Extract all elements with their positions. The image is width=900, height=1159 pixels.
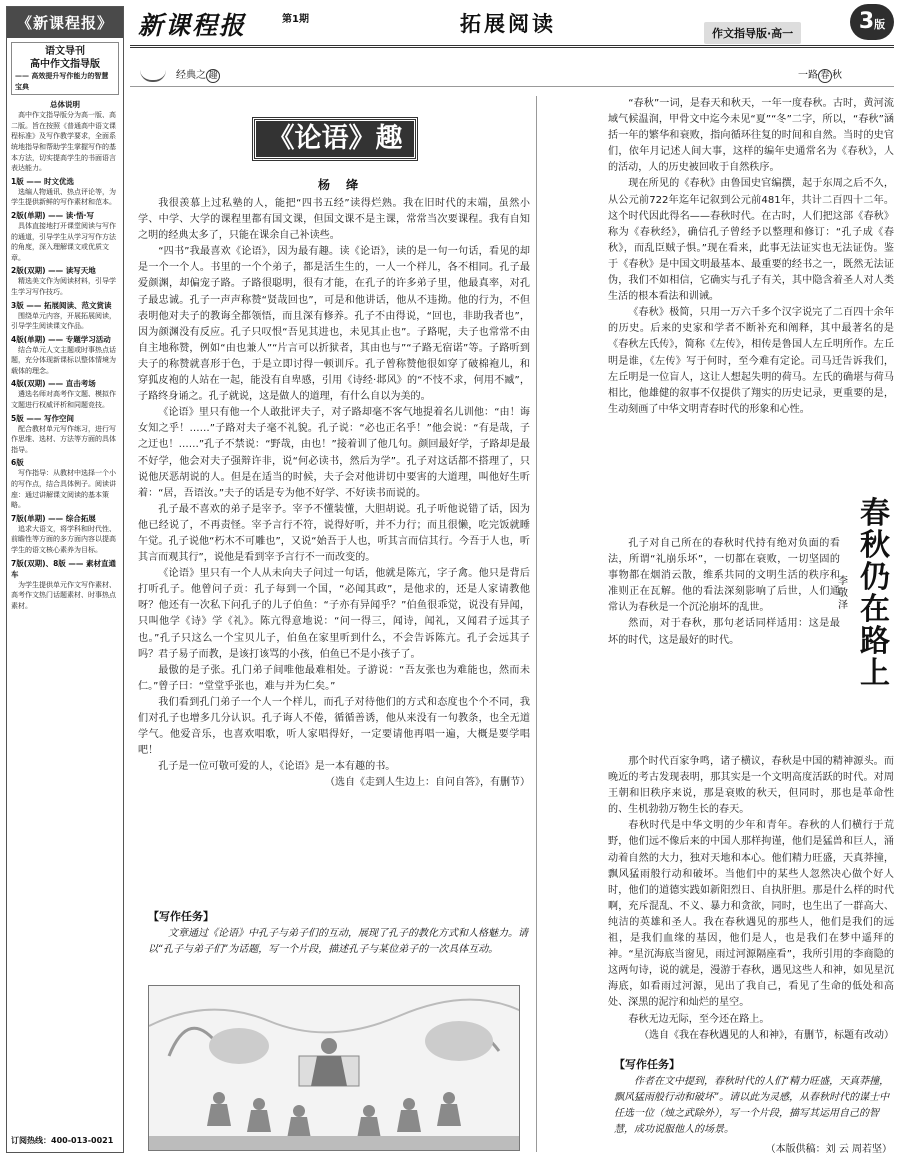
column-tag-right-text: 一路 <box>798 70 818 81</box>
writing-task-text: 文章通过《论语》中孔子与弟子们的互动，展现了孔子的教化方式和人格魅力。请以“孔子与弟子们”为话题，写一个片段，描述孔子与某位弟子的一次具体互动。 <box>148 928 528 955</box>
header-divider <box>130 86 894 87</box>
article-paragraph: 那个时代百家争鸣，诸子横议，春秋是中国的精神源头。而晚近的考古发现表明，那其实是一个文明高度活跃的时代。对周王朝和旧秩序来说，那是衰败的秋天，但同时，那也是革命性的、生机勃勃万物生长的春天。 <box>608 756 894 816</box>
sidebar-section-heading: 5版 —— 写作空间 <box>11 413 74 423</box>
writing-task <box>614 1056 894 1138</box>
section-title: 拓展阅读 <box>460 11 556 36</box>
article-source: （选自《我在春秋遇见的人和神》，有删节，标题有改动） <box>639 1029 894 1041</box>
sidebar-overview: 高中作文指导版分为高一版、高二版。旨在按照《普通高中语文课程标准》及写作教学要求，全面系统地指导和帮助学生掌握写作的基本方法，切实提高学生的书面语言表达能力。 <box>11 111 116 173</box>
column-divider <box>536 96 537 1152</box>
page-header <box>130 4 894 48</box>
page-suffix: 版 <box>874 18 886 31</box>
article-paragraph: 我很羡慕上过私塾的人，能把“四书五经”读得烂熟。我在旧时代的末端，虽然小学、中学、大学的课程里都有国文课，但国文课不是主课，常常当次要课程。我有自知之明的经典太多了，只能在课余自己补读些。 <box>138 198 530 242</box>
article-paragraph: 然而，对于春秋，那句老话同样适用：这是最坏的时代，这是最好的时代。 <box>608 618 840 646</box>
sidebar-section-heading: 7版(单期) —— 综合拓展 <box>11 513 96 523</box>
article-paragraph: 《春秋》极简，只用一万六千多个汉字说完了二百四十余年的历史。后来的史家和学者不断补充和阐释，其中最著名的是《春秋左氏传》，简称《左传》，相传是鲁国人左丘明所作。左丘明是谁，《左传》写于何时，至今难有定论。司马迁告诉我们，左丘明是一位盲人，这让人想起失明的荷马。左氏的确堪与荷马相比，他雄健的叙事不仅提供了翔实的历史记录，更重要的是，生动刻画了中华文明青春时代的形象和心性。 <box>608 307 894 415</box>
article-paragraph: 春秋无边无际，至今还在路上。 <box>628 1013 770 1025</box>
sidebar-section-heading: 2版(双期) —— 读写天地 <box>11 266 96 276</box>
page-number: 3 <box>858 9 875 34</box>
article-paragraph: 孔子对自己所在的春秋时代持有绝对负面的看法，所谓“礼崩乐坏”，一切都在衰败，一切坚固的事物都在烟消云散，维系共同的文明生活的秩序和准则正在瓦解。他的看法深刻影响了后世，人们通常认为春秋是一个沉沦崩坏的乱世。 <box>608 538 840 614</box>
article-title: 春秋仍在路上 <box>860 496 890 691</box>
article-paragraph: “四书”我最喜欢《论语》，因为最有趣。读《论语》，读的是一句一句话，看见的却是一个一个人。书里的一个个弟子，都是活生生的，一人一个样儿，各不相同。孔子最爱颜渊，却偏宠子路。子路很聪明，很有才能，在孔子的许多弟子里，他最真率，对孔子最忠诚。孔子一声声称赞“贤哉回也”，可是和他讲话，他从不违拗。他的行为，不但表明他对夫子的教诲全都领悟，而且深有修养。孔子不由得说，“回也，非助我者也”，因为颜渊没有反应。孔子只叹恨“吾见其进也，未见其止也”。子路呢，夫子也常常不由自主地称赞，例如“由也兼人”“片言可以折狱者，其由也与”“子路无宿诺”等。子路听到夫子的称赞就喜形于色，于是立即讨得一顿训斥。孔子曾称赞他很如穿了破棉袍儿，和穿狐皮袍的人站在一起，能没有自卑感，引用《诗经·邶风》的“不忮不求，何用不臧”，子路终身诵之。孔子就说，这是做人的道理，有什么自以为美的。 <box>138 246 530 403</box>
article-body <box>608 536 840 649</box>
sidebar-section-text: 精选美文作为阅读材料，引导学生学习写作技巧。 <box>11 277 116 296</box>
sidebar-intro <box>11 42 119 95</box>
sidebar-section-heading: 3版 —— 拓展阅读、范文赏读 <box>11 300 112 310</box>
sidebar-section-heading: 1版 —— 时文优选 <box>11 176 74 186</box>
sidebar-subheading: 高中作文指导版 <box>30 59 100 70</box>
article-body <box>608 96 894 418</box>
page-credit: （本版供稿：刘 云 周若坚） <box>765 1144 892 1155</box>
sidebar-section-heading: 2版(单期) —— 读·悟·写 <box>11 210 94 220</box>
column-tag-right-tail: 秋 <box>832 70 842 81</box>
sidebar-section-text: 结合单元人文主题或时事热点话题，充分体现新课标以整体情境为载体的理念。 <box>11 345 116 375</box>
sidebar-section-heading: 4版(双期) —— 直击考场 <box>11 379 96 389</box>
sidebar-section-heading: 7版(双期)、8版 —— 素材直通车 <box>11 558 117 579</box>
article-author: 杨 绛 <box>318 178 365 192</box>
article-paragraph: 孔子是一位可敬可爱的人，《论语》是一本有趣的书。 <box>158 761 396 773</box>
writing-task-heading: 【写作任务】 <box>614 1058 680 1071</box>
sidebar-section-text: 围绕单元内容，开展拓展阅读，引导学生阅读课文作品。 <box>11 311 116 331</box>
teacup-icon <box>140 64 166 82</box>
article-paragraph: 孔子最不喜欢的弟子是宰予。宰予不懂装懂，大胆胡说。孔子听他说错了话，因为他已经说了，不再责怪。宰予言行不符，说得好听，并不力行；而且很懒，吃完饭就睡午觉。孔子说他“朽木不可雕也”，又说“始吾于人也，听其言而信其行。今吾于人也，听其言而观其行”，说他是看到宰予言行不一而改变的。 <box>138 503 530 564</box>
article-body <box>608 754 894 1044</box>
page-number-badge <box>850 4 894 40</box>
sidebar-section-text: 写作指导：从教材中选择一个小的写作点，结合具体例子。阅读讲座：通过讲解课文阅读的基本策略。 <box>11 469 116 510</box>
column-tag-left <box>176 66 220 83</box>
article-source: （选自《走到人生边上：自问自答》，有删节） <box>325 777 530 789</box>
column-tag-right-circle: 春 <box>818 69 832 83</box>
newspaper-logo: 新课程报 <box>138 11 247 40</box>
column-tag-right <box>798 66 842 83</box>
sidebar-section-heading: 6版 <box>11 458 24 468</box>
sidebar-section-text: 为学生提供单元作文写作素材、高考作文热门话题素材、时事热点素材。 <box>11 580 116 610</box>
writing-task-text: 作者在文中提到，春秋时代的人们“精力旺盛，天真莽撞，飘风猛雨般行动和破坏”。请以此为灵感，从春秋时代的谋士中任选一位（烛之武除外），写一个片段，描写其运用自己的智慧，成功说服他人的场景。 <box>614 1076 890 1135</box>
sidebar-tagline: —— 高效提升写作能力的智慧宝典 <box>15 72 109 91</box>
article-paragraph: 我们看到孔门弟子一个人一个样儿，而孔子对待他们的方式和态度也个个不同，我们对孔子也增多几分认识。孔子诲人不倦，循循善诱，他从来没有一句教条，也全无道学气。他爱音乐，也喜欢唱歌，听人家唱得好，一定要请他再唱一遍，大概是要学唱吧！ <box>138 696 530 757</box>
sidebar-heading: 语文导刊 <box>45 46 85 57</box>
sidebar-section-heading: 4版(单期) —— 专题学习活动 <box>11 334 111 344</box>
writing-task <box>148 908 530 958</box>
article-body <box>138 196 530 791</box>
article-author: 李敬泽 <box>838 576 848 611</box>
article-paragraph: 《论语》里只有一个人从未向夫子问过一句话，他就是陈亢，字子禽。他只是背后打听孔子。他曾问子贡：孔子每到一个国，“必闻其政”，是他求的，还是人家请教他呀？他还有一次私下问孔子的儿子伯鱼：“子亦有异闻乎？”伯鱼很乖觉，说没有异闻，只叫他学《诗》学《礼》。陈亢得意地说：“问一得三，闻诗，闻礼，又闻君子远其子也。”孔子只这么一个宝贝儿子，伯鱼在家里听到什么，不会告诉陈亢。孔子会远其子吗？君子易子而教，是该打该骂的小孩，伯鱼已不是小孩子了。 <box>138 568 530 660</box>
sidebar-section-text: 追求大语文，将学科和时代性、前瞻性等方面的多方面内容以提高学生的语文核心素养为目标。 <box>11 524 116 554</box>
article-paragraph: 现在所见的《春秋》由鲁国史官编撰，起于东周之后不久，从公元前722年迄年记叙到公元前481年，共计二百四十二年。这个时代因此得名——春秋时代。在古时，人们把这部《春秋》称为《春秋经》，确信孔子曾经予以整理和修订：“孔子成《春秋》，而乱臣贼子惧。”现在看来，此事无法证实也无法证伪。鉴于《春秋》是中国文明最基本、最重要的经书之一，既然无法证伪，我们不如相信，它确实与孔子有关，其中隐含着圣人对人类生活的根本看法和训诫。 <box>608 178 894 303</box>
column-tag-left-text: 经典之 <box>176 70 206 81</box>
sidebar-section-text: 遴选名师对高考作文题、模拟作文题进行权威评析和同题竞技。 <box>11 390 116 410</box>
sidebar-overview-heading: 总体说明 <box>50 100 80 110</box>
article-paragraph: 春秋时代是中华文明的少年和青年。春秋的人们横行于荒野，他们远不像后来的中国人那样拘谨，他们是猛兽和巨人，涌动着自然的大力，独对天地和本心。他们精力旺盛，天真莽撞，飘风猛雨般行动和破坏。当他们中的某些人忽然决心做个好人时，他们的道德实践如新阳烈日、自执肝胆。那是什么样的时代啊，充斥混乱、不义、暴力和贪欲，同时，也生出了一群高大、纯洁的英雄和圣人。我在春秋遇见的那些人，他们是我们的远祖，是我们血缘的基因，他们是人，也是我们在梦中遥拜的神。“星沉海底当窗见，雨过河源隔座看”，我所引用的李商隐的这两句诗，说的就是，漫游于春秋，遇见这些人和神，如见星沉海底，如看雨过河源，见出了我自己，看见了生命的低处和高处、深黑的泥泞和灿烂的星空。 <box>608 820 894 1009</box>
article-paragraph: “春秋”一词，是春天和秋天，一年一度春秋。古时，黄河流域气候温润，甲骨文中迄今未见“夏”“冬”二字，所以，“春秋”涵括一年的繁华和衰败，指向循环往复的时间和自然。当时的史官们，依年月记述人间大事，这样的编年史通常名为《春秋》，人的活动，人的历史被回收于自然秩序。 <box>608 98 894 174</box>
issue-number: 第1期 <box>282 14 309 25</box>
confucius-teaching-illustration <box>148 985 520 1151</box>
sidebar-section-text: 具体直接地打开课堂阅读与写作的通道，引导学生从学习写作方法的角度，深入理解课文或优质文章。 <box>11 221 116 262</box>
sidebar-section-text: 配合教材单元写作练习，进行写作思维、选材、方法等方面的具体指导。 <box>11 424 116 454</box>
subscription-hotline: 订阅热线：400-013-0021 <box>11 1136 114 1145</box>
article-title: 《论语》趣 <box>253 118 417 160</box>
writing-task-heading: 【写作任务】 <box>148 910 214 923</box>
edition-label: 作文指导版·高一 <box>704 22 801 44</box>
sidebar-brand: 《新课程报》 <box>7 7 123 38</box>
sidebar-section-text: 选编人物通讯、热点评论等，为学生提供新鲜的写作素材和范本。 <box>11 187 116 207</box>
sidebar <box>6 6 124 1153</box>
column-tag-left-circle: 趣 <box>206 69 220 83</box>
sidebar-body <box>7 99 123 611</box>
article-paragraph: 《论语》里只有他一个人敢批评夫子，对子路却毫不客气地提着名儿训他：“由！诲女知之乎！……”子路对夫子毫不礼貌。孔子说：“必也正名乎！”他会说：“有是哉，子之迂也！……”孔子不禁说：“野哉，由也！”接着训了他几句。颜回最好学，子路却是最不好学，他会对夫子强辩许非，说“何必读书，然后为学”。孔子对这话都不搭理了，只说他厌恶胡说的人。但是在适当的时候，夫子会对他讲切中要害的大道理，叫他好生听着：“居，吾语汝。”夫子的话是专为他不好学、不好读书而说的。 <box>138 407 530 499</box>
article-paragraph: 最傲的是子张。孔门弟子间唯他最难相处。子游说：“吾友张也为难能也，然而未仁。”曾子曰：“堂堂乎张也，难与并为仁矣。” <box>138 664 530 692</box>
